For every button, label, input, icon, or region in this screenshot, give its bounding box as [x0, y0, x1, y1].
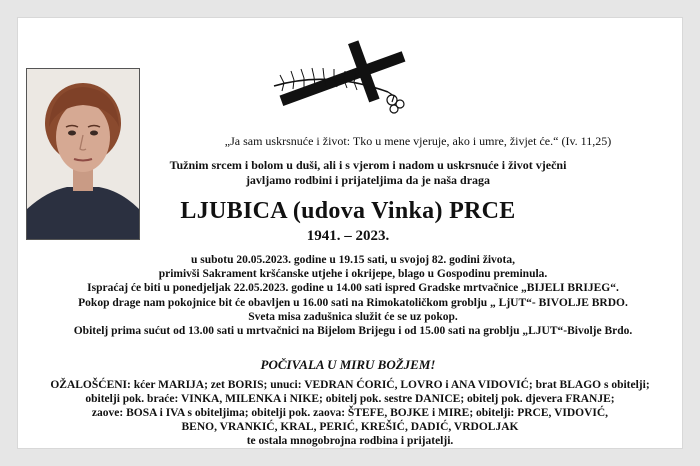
portrait-photo [26, 68, 140, 240]
details-line: Obitelj prima sućut od 13.00 sati u mrtvačnici na Bijelom Brijegu i od 15.00 sati na groblju „LJUT“-Bivolje Brdo. [73, 325, 633, 338]
mourners-line: zaove: BOSA i IVA s obiteljima; obitelji pok. zaova: ŠTEFE, BOJKE i MIRE; obitelji: PRCE, VIDOVIĆ, [91, 407, 609, 419]
deceased-name: LJUBICA (udova Vinka) PRCE [180, 198, 516, 224]
intro-line: Tužnim srcem i bolom u duši, ali i s vjerom i nadom u uskrsnuće i život vječni [169, 158, 567, 172]
intro-line: javljamo rodbini i prijateljima da je naša draga [245, 173, 491, 187]
life-years: 1941. – 2023. [306, 228, 390, 244]
mourners-line: BENO, VRANKIĆ, KRAL, PERIĆ, KREŠIĆ, DADIĆ, VRDOLJAK [181, 421, 519, 433]
bible-quote: „Ja sam uskrsnuće i život: Tko u mene vjeruje, ako i umre, živjet će.“ (Iv. 11,25) [224, 134, 612, 148]
obituary-card [18, 18, 682, 448]
funeral-details [28, 253, 678, 338]
rest-in-peace: POČIVALA U MIRU BOŽJEM! [260, 357, 436, 372]
intro-text [148, 158, 588, 188]
details-line: primivši Sakrament kršćanske utjehe i okrijepe, blago u Gospodinu preminula. [158, 268, 548, 281]
details-line: Pokop drage nam pokojnice bit će obavljen u 16.00 sati na Rimokatoličkom groblju „ LjUT“- BIVOLJE BRDO. [78, 296, 628, 309]
details-line: Sveta misa zadušnica služit će se uz pokop. [248, 310, 458, 323]
mourners-list [22, 378, 678, 448]
details-line: u subotu 20.05.2023. godine u 19.15 sati, u svojoj 82. godini života, [191, 254, 515, 266]
cross-icon [268, 40, 418, 118]
mourners-line: OŽALOŠĆENI: kćer MARIJA; zet BORIS; unuci: VEDRAN ĆORIĆ, LOVRO i ANA VIDOVIĆ; brat BLAGO s obitelji; [50, 379, 650, 391]
mourners-line: te ostala mnogobrojna rodbina i prijatelji. [246, 435, 454, 447]
details-line: Ispraćaj će biti u ponedjeljak 22.05.2023. godine u 14.00 sati ispred Gradske mrtvačnice „BIJELI BRIJEG“. [87, 282, 619, 295]
mourners-line: obitelji pok. braće: VINKA, MILENKA i NIKE; obitelj pok. sestre DANICE; obitelj pok. djevera FRANJE; [85, 393, 615, 405]
portrait-image [27, 69, 139, 239]
